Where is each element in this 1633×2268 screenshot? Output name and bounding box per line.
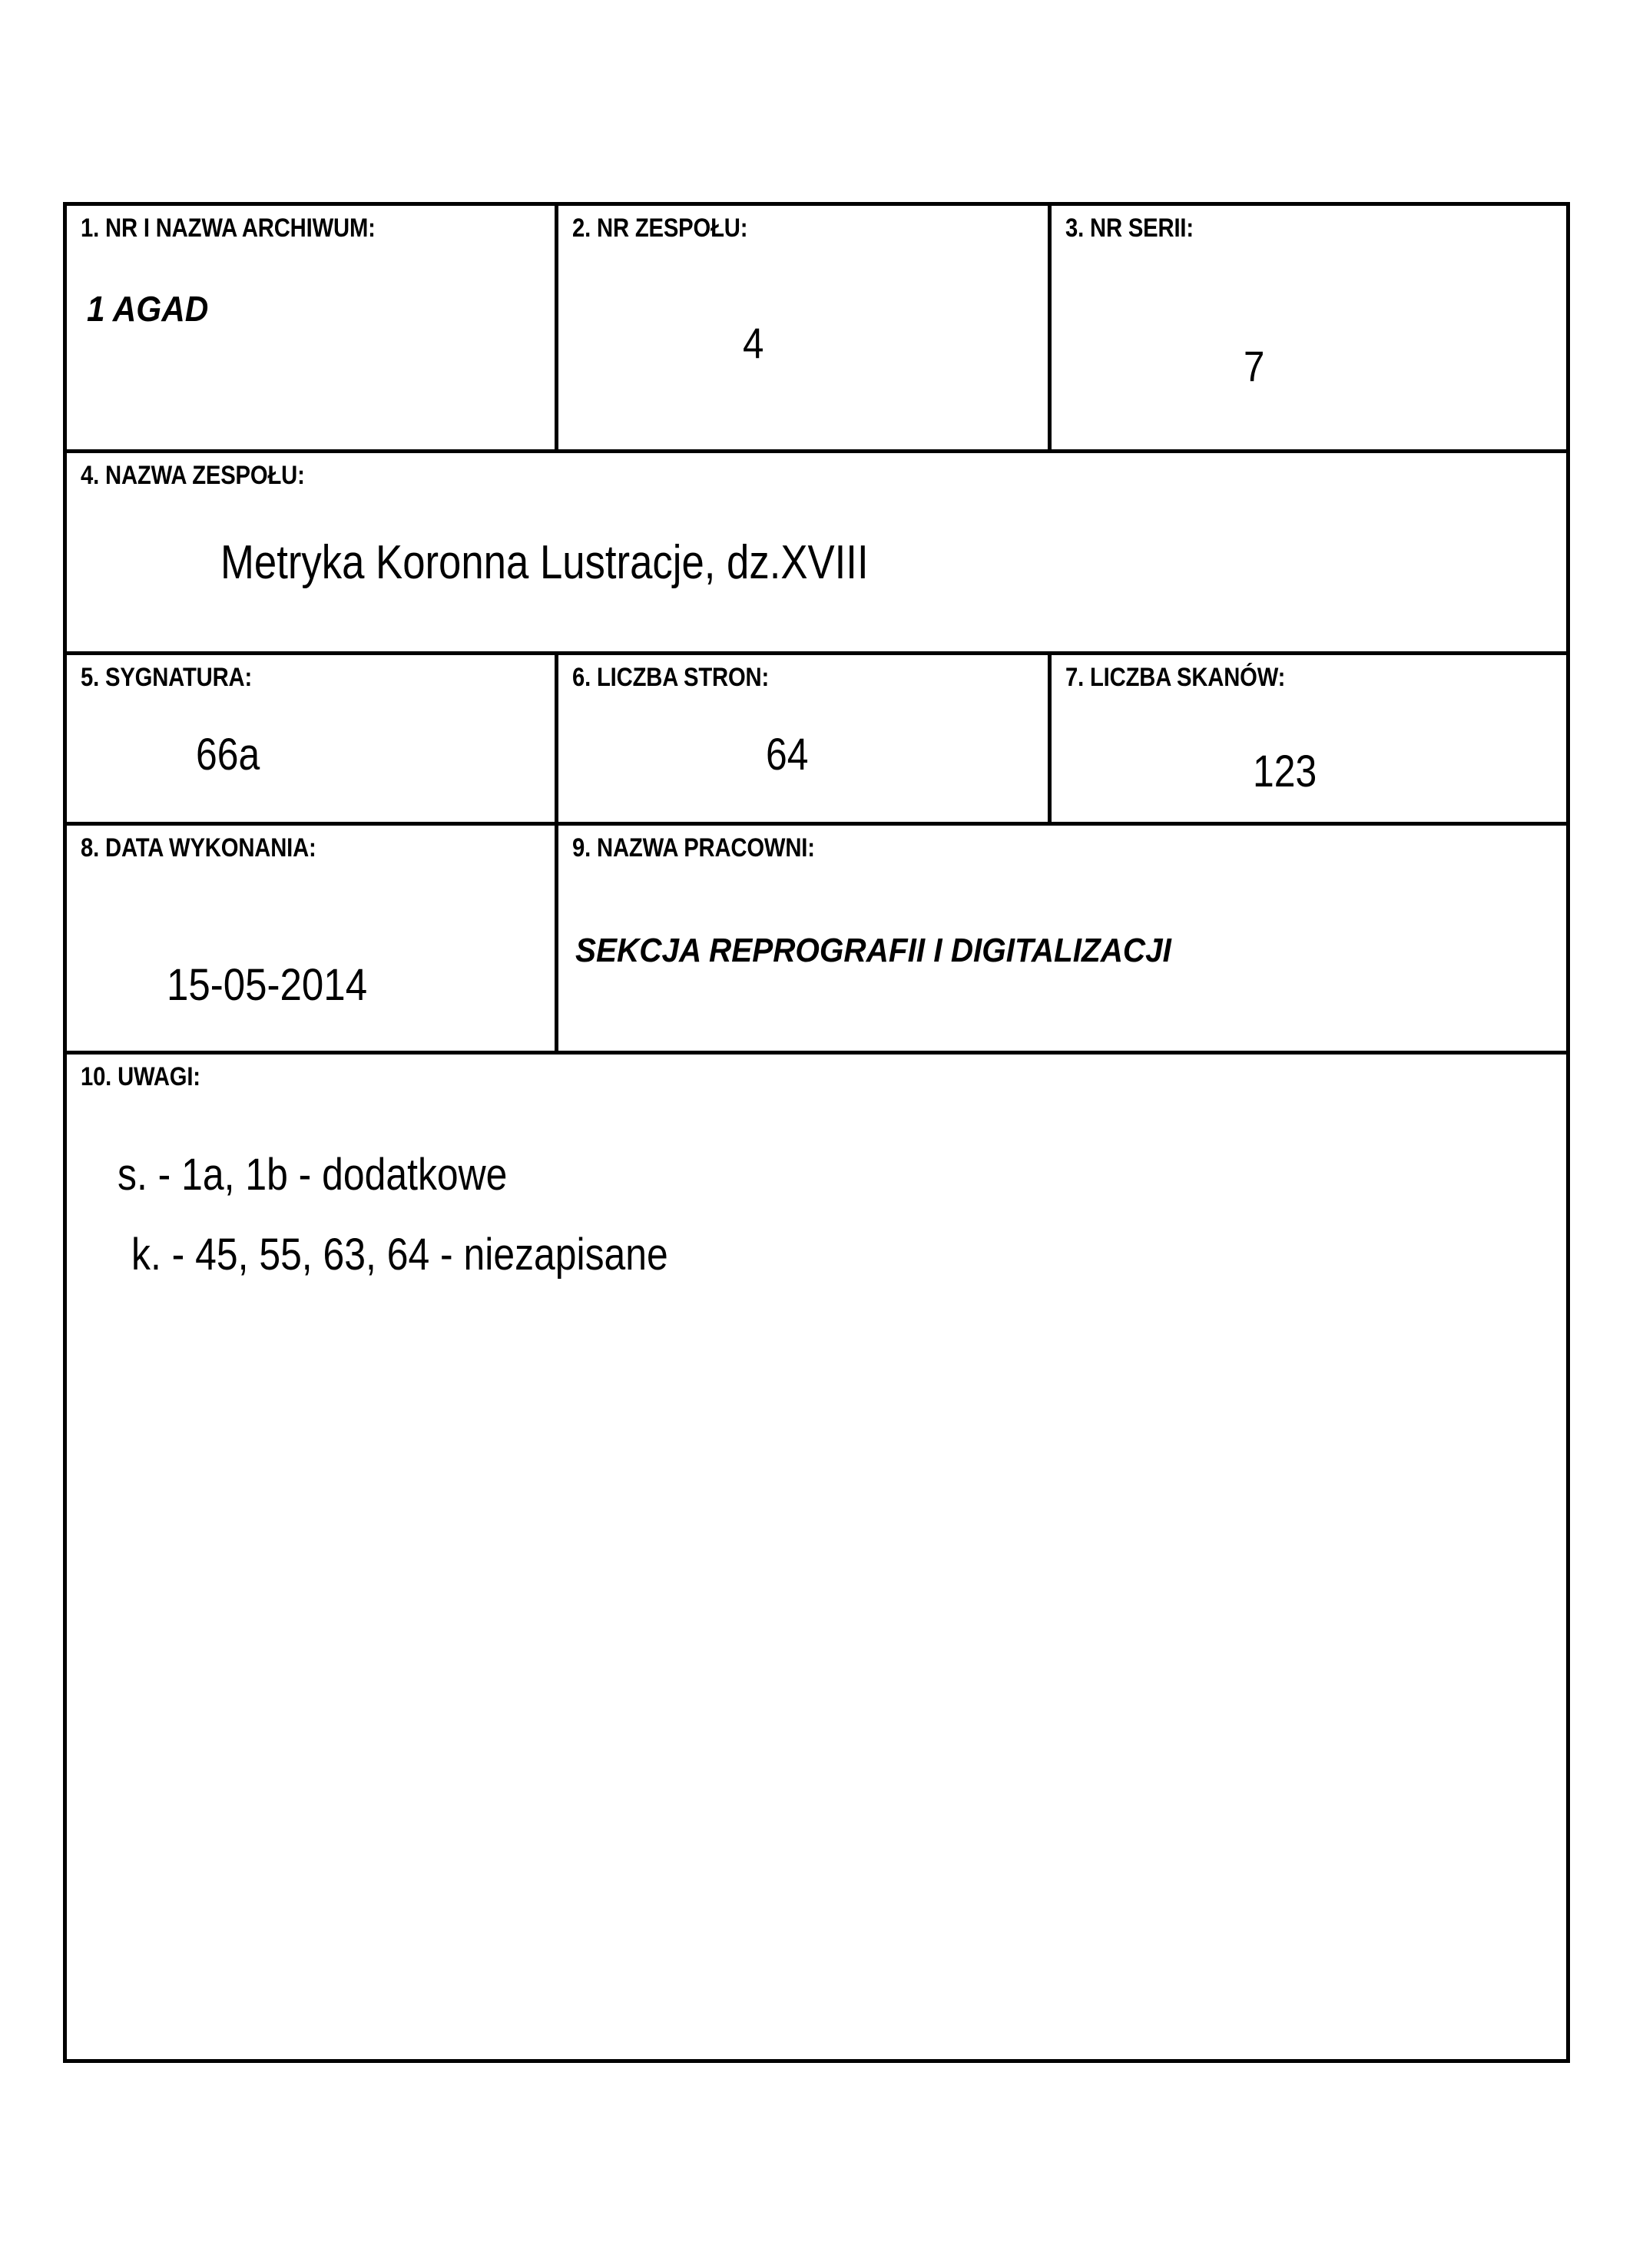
uwagi-note-line: s. - 1a, 1b - dodatkowe [118,1150,508,1200]
field-label-sygnatura: 5. SYGNATURA: [81,663,253,692]
field-label-nr-i-nazwa-archiwum: 1. NR I NAZWA ARCHIWUM: [81,214,376,243]
field-cell-data-wykonania [67,826,558,1051]
field-cell-nr-i-nazwa-archiwum [67,206,558,449]
field-label-nr-serii: 3. NR SERII: [1065,214,1194,243]
field-label-nazwa-pracowni: 9. NAZWA PRACOWNI: [572,833,815,863]
field-label-nazwa-zespolu: 4. NAZWA ZESPOŁU: [81,461,305,490]
field-value-liczba-stron: 64 [766,730,809,780]
field-cell-sygnatura [67,655,558,822]
field-value-nazwa-pracowni: SEKCJA REPROGRAFII I DIGITALIZACJI [575,932,1171,969]
field-value-sygnatura: 66a [196,730,260,780]
field-cell-nr-zespolu [558,206,1052,449]
field-label-uwagi: 10. UWAGI: [81,1062,200,1091]
field-value-data-wykonania: 15-05-2014 [167,960,368,1010]
field-value-uwagi [118,1150,756,1313]
table-row-10 [67,1055,1566,2059]
field-value-liczba-skanow: 123 [1253,747,1317,796]
table-row-5 [67,655,1566,826]
field-cell-nr-serii [1052,206,1566,449]
field-value-nr-serii: 7 [1244,342,1265,390]
field-label-nr-zespolu: 2. NR ZESPOŁU: [572,214,748,243]
table-row-4 [67,453,1566,655]
field-label-data-wykonania: 8. DATA WYKONANIA: [81,833,316,863]
field-label-liczba-skanow: 7. LICZBA SKANÓW: [1065,663,1286,692]
uwagi-note-line: k. - 45, 55, 63, 64 - niezapisane [131,1230,668,1280]
field-label-liczba-stron: 6. LICZBA STRON: [572,663,770,692]
table-row-1 [67,206,1566,453]
field-value-nazwa-zespolu: Metryka Koronna Lustracje, dz.XVIII [220,536,869,589]
digitization-record-table [63,202,1570,2063]
field-cell-uwagi [67,1055,1566,2059]
field-cell-liczba-skanow [1052,655,1566,822]
field-cell-nazwa-pracowni [558,826,1566,1051]
field-value-nr-i-nazwa-archiwum: 1 AGAD [87,289,209,329]
table-row-8 [67,826,1566,1055]
field-cell-nazwa-zespolu [67,453,1566,651]
field-value-nr-zespolu: 4 [743,319,764,367]
field-cell-liczba-stron [558,655,1052,822]
